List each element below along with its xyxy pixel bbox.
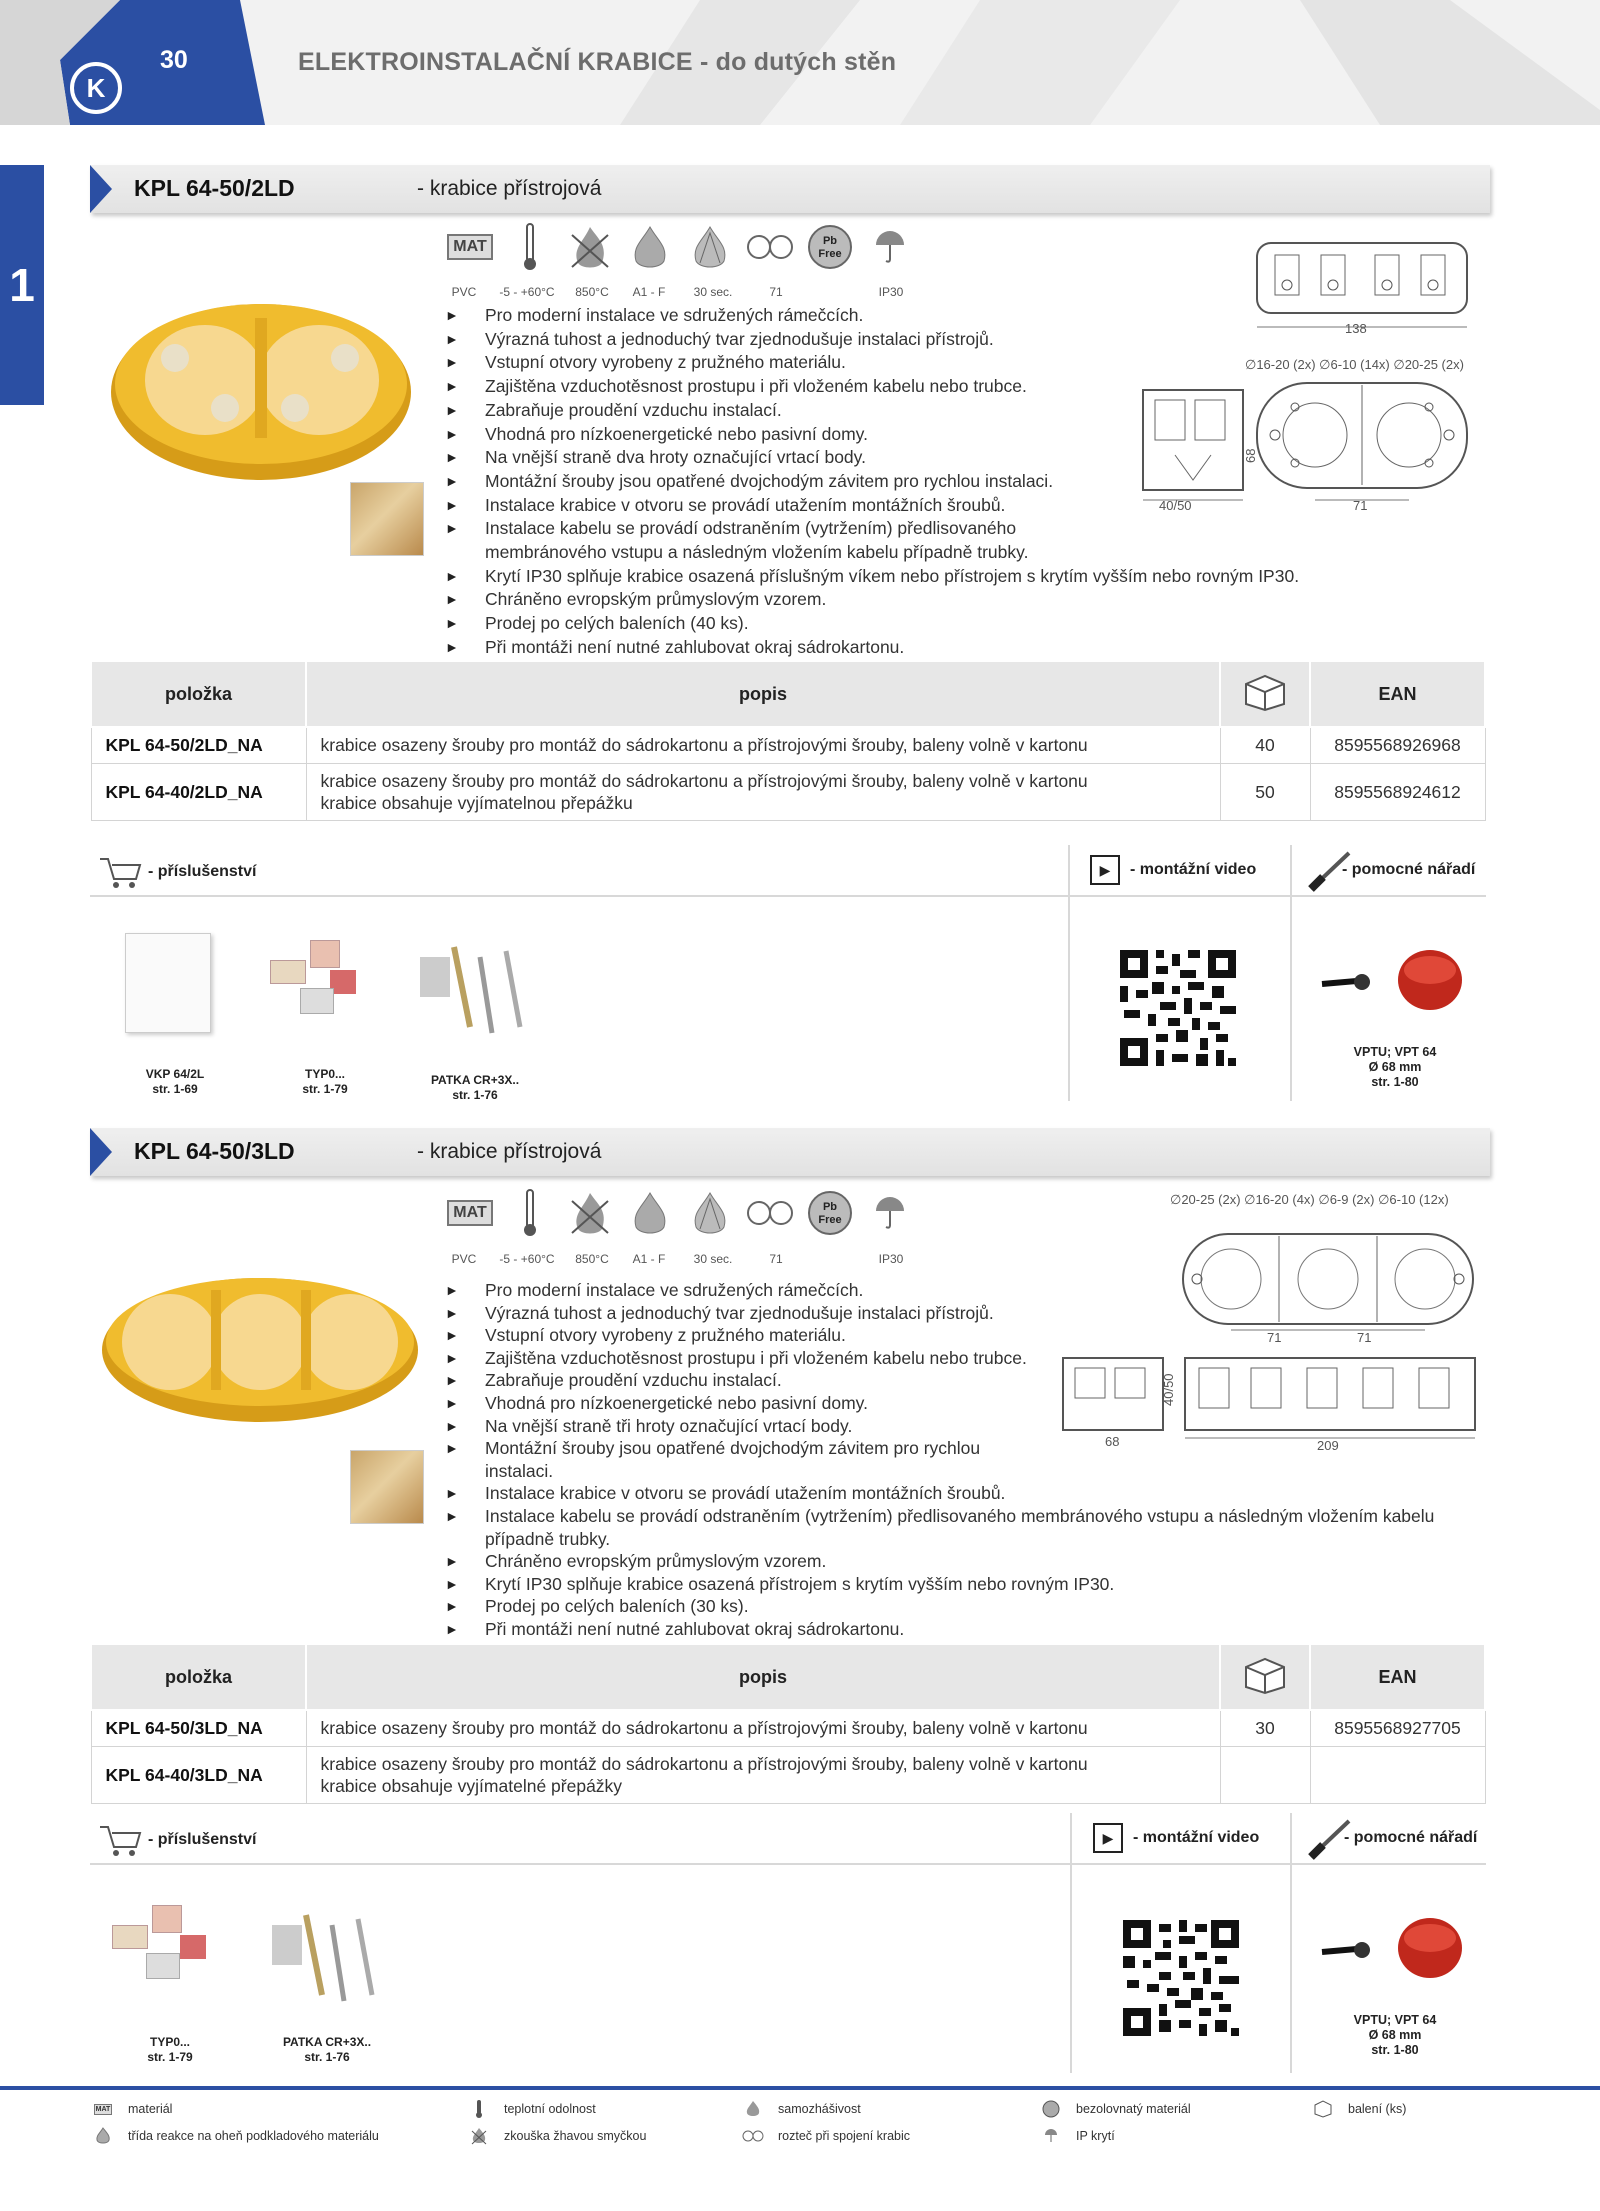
mat-icon: MAT <box>442 1188 498 1238</box>
accessory-screws-image[interactable] <box>410 937 540 1037</box>
table-row[interactable]: KPL 64-40/2LD_NA krabice osazeny šrouby pro montáž do sádrokartonu a přístrojovými šrouby, baleny volně v kartonu krabice obsahuje vyjímatelnou přepážku 50 8595568924612 <box>91 763 1485 820</box>
svg-text:209: 209 <box>1317 1438 1339 1450</box>
list-item: ► Výrazná tuhost a jednoduchý tvar zjednodušuje instalaci přístrojů. <box>445 1302 1445 1325</box>
svg-text:68: 68 <box>1243 448 1258 463</box>
list-item: ► Instalace kabelu se provádí odstraněním (vytržením) předlisovaného membránového vstupu a následným vložením kabelu případně trubky. <box>445 517 1085 564</box>
accessory-item[interactable]: PATKA CR+3X.. str. 1-76 <box>430 1073 520 1102</box>
thermometer-icon <box>502 222 558 272</box>
legend-item: balení (ks) <box>1312 2100 1406 2118</box>
product-detail-photo <box>350 482 424 556</box>
qr-code[interactable] <box>1120 950 1236 1066</box>
column-header-ean: EAN <box>1310 1644 1485 1710</box>
self-extinguishing-icon <box>682 222 738 272</box>
glow-wire-icon <box>468 2127 490 2145</box>
legend-item: zkouška žhavou smyčkou <box>468 2127 646 2145</box>
brand-logo: K <box>70 62 122 114</box>
tools-label: - pomocné nářadí <box>1344 1829 1478 1846</box>
box-icon <box>1242 672 1288 712</box>
accessory-item[interactable]: VKP 64/2L str. 1-69 <box>145 1067 205 1096</box>
list-item: ► Prodej po celých baleních (40 ks). <box>445 612 1299 636</box>
column-header-description: popis <box>306 1644 1220 1710</box>
self-extinguishing-icon <box>682 1188 738 1238</box>
list-item: ► Na vnější straně tři hroty označující vrtací body. <box>445 1415 1445 1438</box>
column-header-item: položka <box>91 1644 306 1710</box>
list-item: ► Chráněno evropským průmyslovým vzorem. <box>445 588 1299 612</box>
column-header-description: popis <box>306 661 1220 727</box>
svg-text:68: 68 <box>1105 1434 1120 1449</box>
thermometer-icon <box>468 2100 490 2118</box>
symbol-row <box>442 222 922 272</box>
flame-drop-icon <box>92 2127 114 2145</box>
list-item: ► Krytí IP30 splňuje krabice osazená příslušným víkem nebo přístrojem s krytím vyšším nebo rovným IP30. <box>445 565 1299 589</box>
list-item: ► Výrazná tuhost a jednoduchý tvar zjednodušuje instalaci přístrojů. <box>445 328 1299 352</box>
box-joint-icon <box>742 1188 798 1238</box>
column-header-item: položka <box>91 661 306 727</box>
product-code: KPL 64-50/3LD <box>134 1138 295 1164</box>
box-joint-icon <box>742 2127 764 2145</box>
section-heading-kpl-2ld <box>90 165 1490 213</box>
list-item: ► Vhodná pro nízkoenergetické nebo pasivní domy. <box>445 1392 1445 1415</box>
qr-code[interactable] <box>1123 1920 1239 2036</box>
legend-item: teplotní odolnost <box>468 2100 596 2118</box>
mat-icon: MAT <box>95 2105 111 2113</box>
ip-rating-icon <box>1040 2127 1062 2145</box>
accessories-header <box>90 845 1486 897</box>
svg-text:71: 71 <box>1267 1330 1282 1345</box>
list-item: ► Vstupní otvory vyrobeny z pružného materiálu. <box>445 351 1299 375</box>
accessory-screws-image[interactable] <box>262 1905 392 2005</box>
accessories-label: - příslušenství <box>148 863 257 880</box>
legend-item: bezolovnatý materiál <box>1040 2100 1191 2118</box>
pb-free-icon <box>1040 2100 1062 2118</box>
list-item: ► Pro moderní instalace ve sdružených rámečcích. <box>445 304 1299 328</box>
list-item: ► Při montáži není nutné zahlubovat okraj sádrokartonu. <box>445 636 1299 660</box>
accessory-connector-image[interactable] <box>260 940 370 1020</box>
accessory-item[interactable]: PATKA CR+3X.. str. 1-76 <box>282 2035 372 2064</box>
product-code: KPL 64-50/2LD <box>134 175 295 201</box>
tools-label: - pomocné nářadí <box>1342 861 1476 878</box>
table-row[interactable]: KPL 64-50/2LD_NA krabice osazeny šrouby pro montáž do sádrokartonu a přístrojovými šrouby, baleny volně v kartonu 40 8595568926968 <box>91 727 1485 763</box>
product-type: - krabice přístrojová <box>417 1140 602 1163</box>
list-item: ► Pro moderní instalace ve sdružených rámečcích. <box>445 1279 1445 1302</box>
svg-text:40/50: 40/50 <box>1161 1373 1176 1406</box>
product-type: - krabice přístrojová <box>417 177 602 200</box>
list-item: ► Krytí IP30 splňuje krabice osazená přístrojem s krytím vyšším nebo rovným IP30. <box>445 1573 1445 1596</box>
accessory-connector-image[interactable] <box>110 1905 220 1985</box>
product-table-3ld <box>90 1643 1486 1804</box>
technical-drawing-2ld <box>1135 235 1475 515</box>
play-icon[interactable]: ▶ <box>1090 855 1120 885</box>
video-label[interactable]: - montážní video <box>1133 1829 1260 1846</box>
legend-item: rozteč při spojení krabic <box>742 2127 910 2145</box>
svg-text:71: 71 <box>1357 1330 1372 1345</box>
page-header <box>0 0 1600 125</box>
svg-text:40/50: 40/50 <box>1159 498 1192 513</box>
box-joint-icon <box>742 222 798 272</box>
table-row[interactable]: KPL 64-50/3LD_NA krabice osazeny šrouby pro montáž do sádrokartonu a přístrojovými šrouby, baleny volně v kartonu 30 8595568927705 <box>91 1710 1485 1746</box>
ip-rating-icon <box>862 1188 918 1238</box>
accessory-item[interactable]: TYP0... str. 1-79 <box>147 2035 193 2064</box>
legend-item: MAT materiál <box>92 2100 172 2118</box>
tool-item[interactable]: VPTU; VPT 64 Ø 68 mm str. 1-80 <box>1353 1045 1437 1089</box>
mat-icon: MAT <box>442 222 498 272</box>
legend-item: samozhášivost <box>742 2100 861 2118</box>
list-item: ► Vstupní otvory vyrobeny z pružného materiálu. <box>445 1324 1445 1347</box>
box-icon <box>1242 1655 1288 1695</box>
list-item: ► Zajištěna vzduchotěsnost prostupu i při vloženém kabelu nebo trubce. <box>445 375 1299 399</box>
tool-item[interactable]: VPTU; VPT 64 Ø 68 mm str. 1-80 <box>1353 2013 1437 2057</box>
column-header-package <box>1220 1644 1310 1710</box>
column-header-package <box>1220 661 1310 727</box>
accessories-header <box>90 1813 1486 1865</box>
box-icon <box>1312 2100 1334 2118</box>
list-item: ► Prodej po celých baleních (30 ks). <box>445 1595 1445 1618</box>
product-table-2ld <box>90 660 1486 821</box>
play-icon[interactable]: ▶ <box>1093 1823 1123 1853</box>
page-title: ELEKTROINSTALAČNÍ KRABICE - do dutých stěn <box>298 48 897 76</box>
symbol-labels: PVC -5 - +60°C 850°C A1 - F 30 sec. 71 IP30 <box>451 285 904 299</box>
list-item: ► Zajištěna vzduchotěsnost prostupu i při vloženém kabelu nebo trubce. <box>445 1347 1445 1370</box>
column-header-ean: EAN <box>1310 661 1485 727</box>
technical-drawing-3ld <box>1055 1190 1485 1450</box>
list-item: ► Instalace krabice v otvoru se provádí utažením montážních šroubů. <box>445 1482 1445 1505</box>
list-item: ► Chráněno evropským průmyslovým vzorem. <box>445 1550 1445 1573</box>
accessory-item[interactable]: TYP0... str. 1-79 <box>302 1067 348 1096</box>
accessories-band-2ld <box>90 845 1486 1111</box>
accessories-band-3ld <box>90 1813 1486 2079</box>
svg-text:∅16-20 (2x) ∅6-10 (14x) ∅20-: ∅16-20 (2x) ∅6-10 (14x) ∅20-25 (2x) <box>1245 357 1464 372</box>
symbol-row <box>442 1188 922 1238</box>
list-item: ► Zabraňuje proudění vzduchu instalací. <box>445 399 1299 423</box>
table-row[interactable]: KPL 64-40/3LD_NA krabice osazeny šrouby pro montáž do sádrokartonu a přístrojovými šrouby, baleny volně v kartonu krabice obsahuje vyjímatelné přepážky <box>91 1746 1485 1803</box>
product-photo-3ld <box>98 1268 423 1428</box>
list-item: ► Na vnější straně dva hroty označující vrtací body. <box>445 446 1299 470</box>
heading-arrow-icon <box>90 165 112 213</box>
legend-item: třída reakce na oheň podkladového materiálu <box>92 2127 379 2145</box>
chapter-tab[interactable]: 1 <box>0 165 44 405</box>
list-item: ► Při montáži není nutné zahlubovat okraj sádrokartonu. <box>445 1618 1445 1641</box>
product-detail-photo <box>350 1450 424 1524</box>
flame-drop-icon <box>622 1188 678 1238</box>
cart-icon <box>98 855 142 891</box>
flame-drop-icon <box>622 222 678 272</box>
ip-rating-icon <box>862 222 918 272</box>
product-photo-2ld <box>105 288 417 488</box>
pb-free-icon: Pb Free <box>802 222 858 272</box>
svg-text:71: 71 <box>1353 498 1368 513</box>
list-item: ► Montážní šrouby jsou opatřené dvojchodým závitem pro rychlou instalaci. <box>445 1437 1045 1482</box>
accessory-cover-image[interactable] <box>125 933 211 1033</box>
glow-wire-icon <box>562 1188 618 1238</box>
video-label[interactable]: - montážní video <box>1130 861 1257 878</box>
section-heading-kpl-3ld <box>90 1128 1490 1176</box>
heading-arrow-icon <box>90 1128 112 1176</box>
self-extinguishing-icon <box>742 2100 764 2118</box>
accessories-label: - příslušenství <box>148 1831 257 1848</box>
cart-icon <box>98 1823 142 1859</box>
svg-text:138: 138 <box>1345 321 1367 336</box>
list-item: ► Montážní šrouby jsou opatřené dvojchodým závitem pro rychlou instalaci. <box>445 470 1299 494</box>
pb-free-icon: Pb Free <box>802 1188 858 1238</box>
hole-saw-image <box>1318 940 1468 1020</box>
legend-item: IP krytí <box>1040 2127 1115 2145</box>
list-item: ► Instalace krabice v otvoru se provádí utažením montážních šroubů. <box>445 494 1299 518</box>
page-number: 30 <box>160 46 188 74</box>
thermometer-icon <box>502 1188 558 1238</box>
hole-saw-image <box>1318 1908 1468 1988</box>
list-item: ► Zabraňuje proudění vzduchu instalací. <box>445 1369 1445 1392</box>
glow-wire-icon <box>562 222 618 272</box>
footer-divider <box>0 2086 1600 2090</box>
svg-text:∅20-25 (2x) ∅16-20 (4x) ∅6-9: ∅20-25 (2x) ∅16-20 (4x) ∅6-9 (2x) ∅6-10 (12x) <box>1170 1192 1449 1207</box>
symbol-labels: PVC -5 - +60°C 850°C A1 - F 30 sec. 71 IP30 <box>451 1252 904 1266</box>
list-item: ► Instalace kabelu se provádí odstraněním (vytržením) předlisovaného membránového vstupu a následným vložením kabelu případně trubky. <box>445 1505 1445 1550</box>
list-item: ► Vhodná pro nízkoenergetické nebo pasivní domy. <box>445 423 1299 447</box>
